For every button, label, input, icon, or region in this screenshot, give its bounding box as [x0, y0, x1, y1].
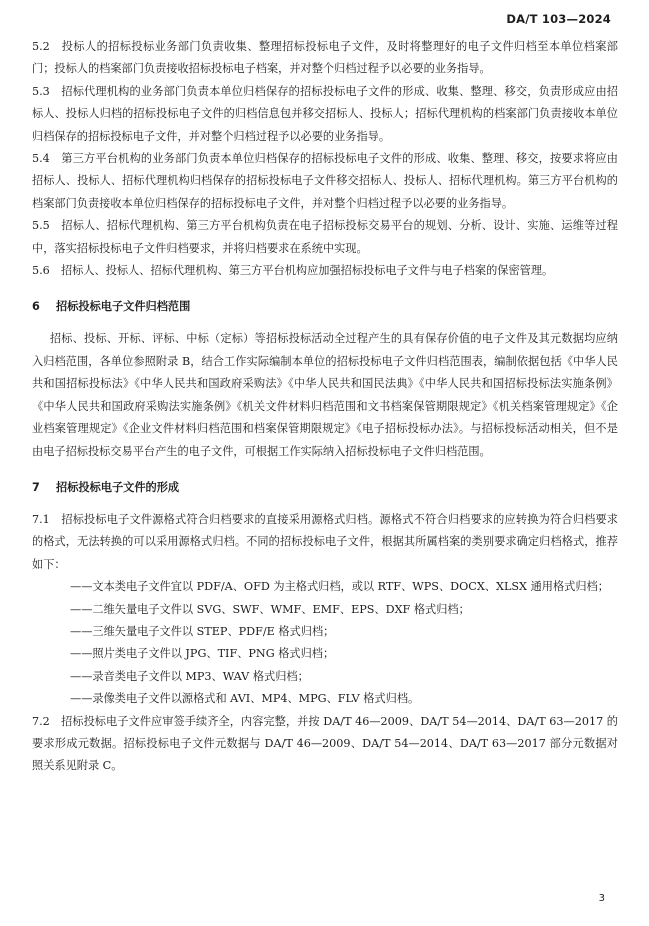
clause-5-6: 5.6 招标人、投标人、招标代理机构、第三方平台机构应加强招标投标电子文件与电子档案的保密管理。 [32, 264, 554, 278]
section-7-title: 招标投标电子文件的形成 [56, 480, 180, 494]
page-body [32, 36, 618, 778]
clause-5-4: 5.4 第三方平台机构的业务部门负责本单位归档保存的招标投标电子文件的形成、收集、整理、移交，按要求将应由招标人、投标人、招标代理机构归档保存的招标投标电子文件移交招标人、投标人、招标代理机构。第三方平台机构的档案部门负责接收本单位归档保存的招标投标电子文件，并对整个归档过程予以必要的业务指导。 [32, 152, 618, 210]
clause-5-5: 5.5 招标人、招标代理机构、第三方平台机构负责在电子招标投标交易平台的规划、分析、设计、实施、运维等过程中，落实招标投标电子文件归档要求，并将归档要求在系统中实现。 [32, 219, 618, 255]
clause-5-3: 5.3 招标代理机构的业务部门负责本单位归档保存的招标投标电子文件的形成、收集、整理、移交，负责形成应由招标人、投标人归档的招标投标电子文件的归档信息包并移交招标人、投标人；招标代理机构的档案部门负责接收本单位归档保存的招标投标电子文件，并对整个归档过程予以必要的业务指导。 [32, 84, 618, 143]
section-6-body: 招标、投标、开标、评标、中标（定标）等招标投标活动全过程产生的具有保存价值的电子文件及其元数据均应纳入归档范围，各单位参照附录 B，结合工作实际编制本单位的招标投标电子文件归档范围表，编制依据包括《中华人民共和国招标投标法》《中华人民共和国政府采购法》《中华人民共和国民法典》《中华人民共和国招标投标法实施条例》《中华人民共和国政府采购法实施条例》《机关文件材料归档范围和文书档案保管期限规定》《机关档案管理规定》《企业档案管理规定》《企业文件材料归档范围和档案保管期限规定》《电子招标投标办法》。与招标投标活动相关，但不是由电子招标投标交易平台产生的电子文件，可根据工作实际纳入招标投标电子文件归档范围。 [32, 332, 618, 458]
section-6-heading [32, 296, 618, 318]
format-list-item: ——照片类电子文件以 JPG、TIF、PNG 格式归档； [70, 647, 335, 661]
page-number: 3 [598, 893, 605, 904]
clause-7-2: 7.2 招标投标电子文件应审签手续齐全，内容完整，并按 DA/T 46—2009、DA/T 54—2014、DA/T 63—2017 的要求形成元数据。招标投标电子文件元数据与 DA/T 46—2009、DA/T 54—2014、DA/T 63—2017 部分元数据对照关系见附录 C。 [32, 714, 618, 773]
format-list-item: ——三维矢量电子文件以 STEP、PDF/E 格式归档； [70, 624, 335, 638]
section-7-heading [32, 477, 618, 499]
format-list [32, 576, 618, 710]
format-list-item: ——录音类电子文件以 MP3、WAV 格式归档； [70, 669, 309, 683]
section-6-title: 招标投标电子文件归档范围 [56, 300, 191, 314]
section-5-clauses [32, 36, 618, 282]
document-code-header: DA/T 103—2024 [506, 12, 611, 26]
format-list-item: ——录像类电子文件以源格式和 AVI、MP4、MPG、FLV 格式归档。 [70, 692, 420, 706]
format-list-item: ——二维矢量电子文件以 SVG、SWF、WMF、EMF、EPS、DXF 格式归档； [70, 602, 470, 616]
clause-5-2: 5.2 投标人的招标投标业务部门负责收集、整理招标投标电子文件，及时将整理好的电子文件归档至本单位档案部门；投标人的档案部门负责接收招标投标电子档案，并对整个归档过程予以必要的业务指导。 [32, 40, 618, 76]
section-6-number: 6 [32, 300, 40, 314]
section-7-number: 7 [32, 480, 40, 494]
format-list-item: ——文本类电子文件宜以 PDF/A、OFD 为主格式归档，或以 RTF、WPS、DOCX、XLSX 通用格式归档； [70, 580, 609, 594]
clause-7-1: 7.1 招标投标电子文件源格式符合归档要求的直接采用源格式归档。源格式不符合归档要求的应转换为符合归档要求的格式，无法转换的可以采用源格式归档。不同的招标投标电子文件，根据其所属档案的类别要求确定归档格式，推荐如下： [32, 512, 618, 571]
